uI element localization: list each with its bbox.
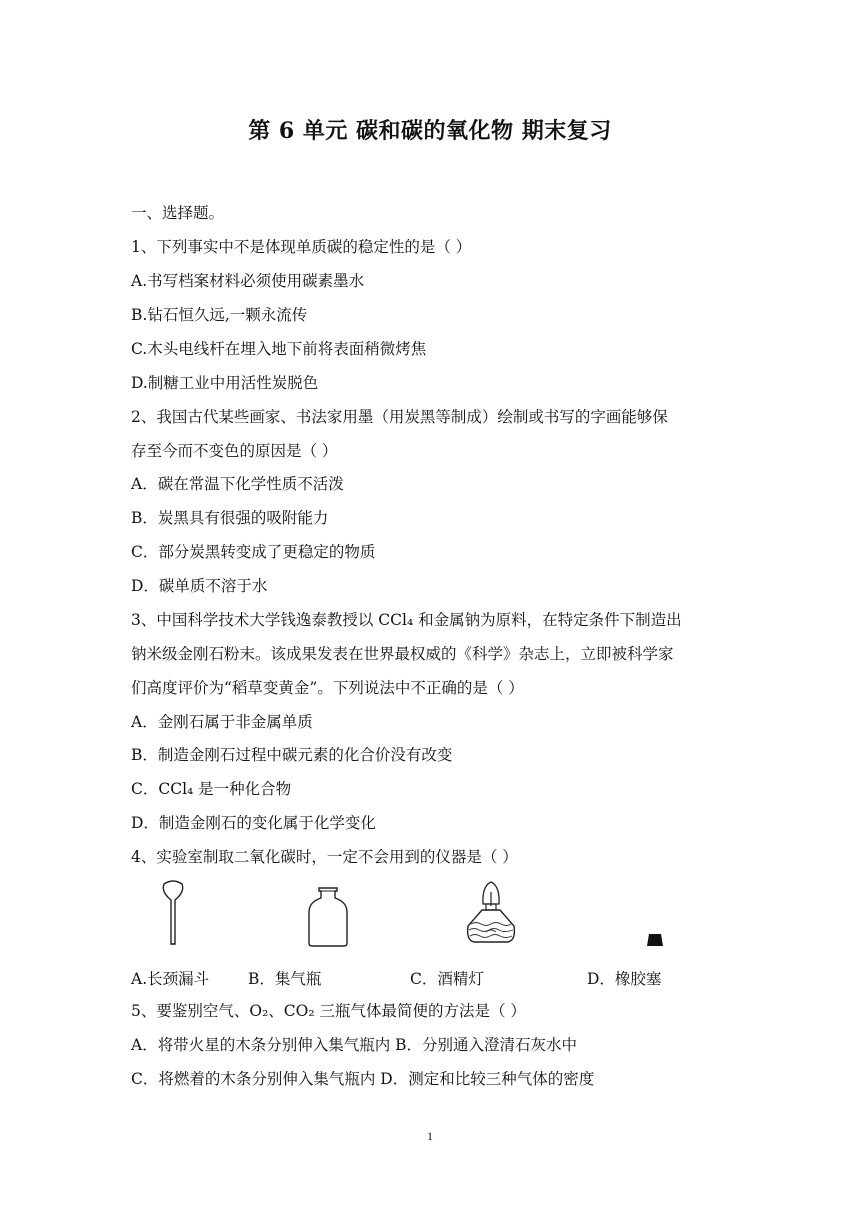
gas-collecting-bottle-icon xyxy=(305,886,351,952)
q3-option-d: D．制造金刚石的变化属于化学变化 xyxy=(131,814,376,832)
alcohol-lamp-icon xyxy=(462,880,520,950)
rubber-stopper-icon xyxy=(646,932,664,951)
question-5: 5、要鉴别空气、O₂、CO₂ 三瓶气体最简便的方法是（ ） xyxy=(131,1002,526,1020)
question-2-line-2: 存至今而不变色的原因是（ ） xyxy=(131,442,338,460)
q2-option-b: B．炭黑具有很强的吸附能力 xyxy=(131,509,329,527)
q4-option-c: C．酒精灯 xyxy=(410,970,484,988)
page-number: 1 xyxy=(427,1129,433,1143)
q1-option-a: A.书写档案材料必须使用碳素墨水 xyxy=(131,272,365,290)
q2-option-c: C．部分炭黑转变成了更稳定的物质 xyxy=(131,543,376,561)
question-3-line-3: 们高度评价为“稻草变黄金”。下列说法中不正确的是（ ） xyxy=(131,679,524,697)
question-4: 4、实验室制取二氧化碳时，一定不会用到的仪器是（ ） xyxy=(131,848,518,866)
page-title: 第 6 单元 碳和碳的氧化物 期末复习 xyxy=(248,118,612,144)
question-3-line-2: 钠米级金刚石粉末。该成果发表在世界最权威的《科学》杂志上，立即被科学家 xyxy=(131,645,674,663)
q2-option-a: A．碳在常温下化学性质不活泼 xyxy=(131,475,344,493)
q4-option-d: D．橡胶塞 xyxy=(587,970,662,988)
q1-option-d: D.制糖工业中用活性炭脱色 xyxy=(131,374,319,392)
q4-option-b: B．集气瓶 xyxy=(248,970,322,988)
q3-option-a: A．金刚石属于非金属单质 xyxy=(131,713,313,731)
question-1: 1、下列事实中不是体现单质碳的稳定性的是（ ） xyxy=(131,238,472,256)
question-2-line-1: 2、我国古代某些画家、书法家用墨（用炭黑等制成）绘制或书写的字画能够保 xyxy=(131,408,668,426)
q3-option-c: C．CCl₄ 是一种化合物 xyxy=(131,780,292,798)
q2-option-d: D．碳单质不溶于水 xyxy=(131,577,268,595)
question-3-line-1: 3、中国科学技术大学钱逸泰教授以 CCl₄ 和金属钠为原料，在特定条件下制造出 xyxy=(131,611,682,629)
q1-option-b: B.钻石恒久远,一颗永流传 xyxy=(131,306,308,324)
q5-options-cd: C．将燃着的木条分别伸入集气瓶内 D．测定和比较三种气体的密度 xyxy=(131,1070,595,1088)
q1-option-c: C.木头电线杆在埋入地下前将表面稍微烤焦 xyxy=(131,340,427,358)
long-neck-funnel-icon xyxy=(158,880,188,952)
section-heading: 一、选择题。 xyxy=(131,204,225,222)
q4-option-a: A.长颈漏斗 xyxy=(131,970,210,988)
q5-options-ab: A．将带火星的木条分别伸入集气瓶内 B．分别通入澄清石灰水中 xyxy=(131,1036,578,1054)
q3-option-b: B．制造金刚石过程中碳元素的化合价没有改变 xyxy=(131,746,453,764)
